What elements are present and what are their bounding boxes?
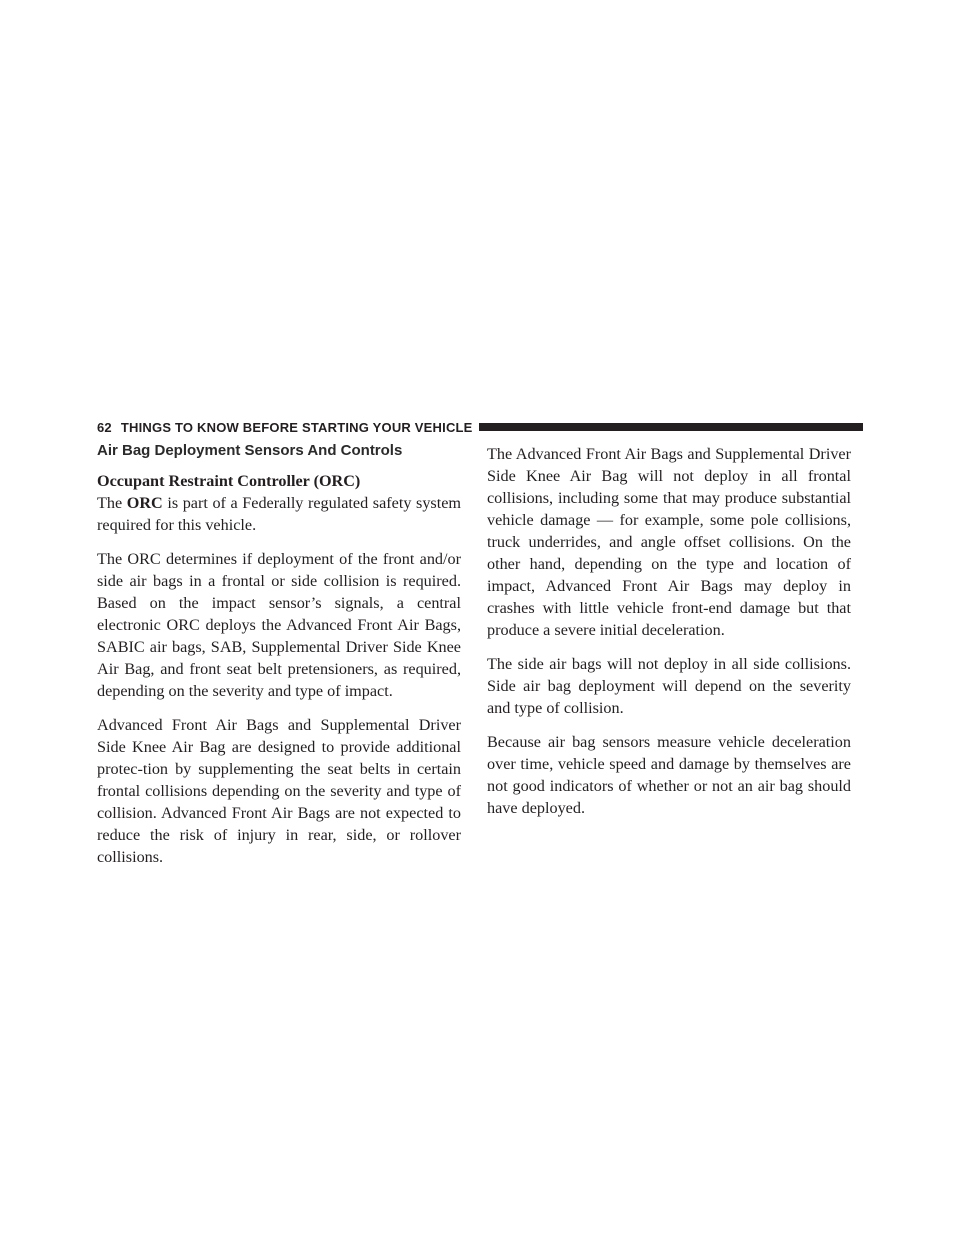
section-title: THINGS TO KNOW BEFORE STARTING YOUR VEHICLE bbox=[120, 419, 473, 435]
page-header bbox=[97, 417, 863, 437]
right-column bbox=[487, 443, 851, 831]
left-column bbox=[97, 440, 461, 880]
orc-term: ORC bbox=[126, 494, 163, 512]
side-air-bag-paragraph: The side air bags will not deploy in all side collisions. Side air bag deployment will depend on the severity and type of collision. bbox=[487, 655, 851, 717]
orc-deployment-paragraph: The ORC determines if deployment of the front and/or side air bags in a frontal or side collision is required. Based on the impact sensor’s signals, a central electronic ORC deploys the Advanced Front Air Bags, SABIC air bags, SAB, Supplemental Driver Side Knee Air Bag, and front seat belt pretensioners, as required, depending on the severity and type of impact. bbox=[97, 550, 461, 700]
frontal-collision-paragraph: The Advanced Front Air Bags and Supplemental Driver Side Knee Air Bag will not deploy in all frontal collisions, including some that may produce substantial vehicle damage — for example, some pole collisions, truck underrides, and angle offset collisions. On the other hand, depending on the type and location of impact, Advanced Front Air Bags may deploy in crashes with little vehicle front-end damage but that produce a severe initial deceleration. bbox=[487, 445, 851, 639]
header-rule bbox=[479, 423, 863, 431]
orc-intro-pre: The bbox=[97, 494, 127, 512]
section-heading: Air Bag Deployment Sensors And Controls bbox=[97, 442, 403, 459]
front-air-bag-paragraph: Advanced Front Air Bags and Supplemental Driver Side Knee Air Bag are designed to provide additional protec-tion by supplementing the seat belts in certain frontal collisions depending on the severity and type of collision. Advanced Front Air Bags are not expected to reduce the risk of injury in rear, side, or rollover collisions. bbox=[97, 716, 461, 866]
orc-intro-post: is part of a Federally regulated safety system required for this vehicle. bbox=[97, 494, 461, 534]
deceleration-paragraph: Because air bag sensors measure vehicle deceleration over time, vehicle speed and damage by themselves are not good indicators of whether or not an air bag should have deployed. bbox=[487, 733, 851, 817]
orc-subheading: Occupant Restraint Controller (ORC) bbox=[97, 472, 361, 490]
page-number: 62 bbox=[97, 419, 112, 435]
orc-intro-paragraph bbox=[97, 492, 461, 536]
